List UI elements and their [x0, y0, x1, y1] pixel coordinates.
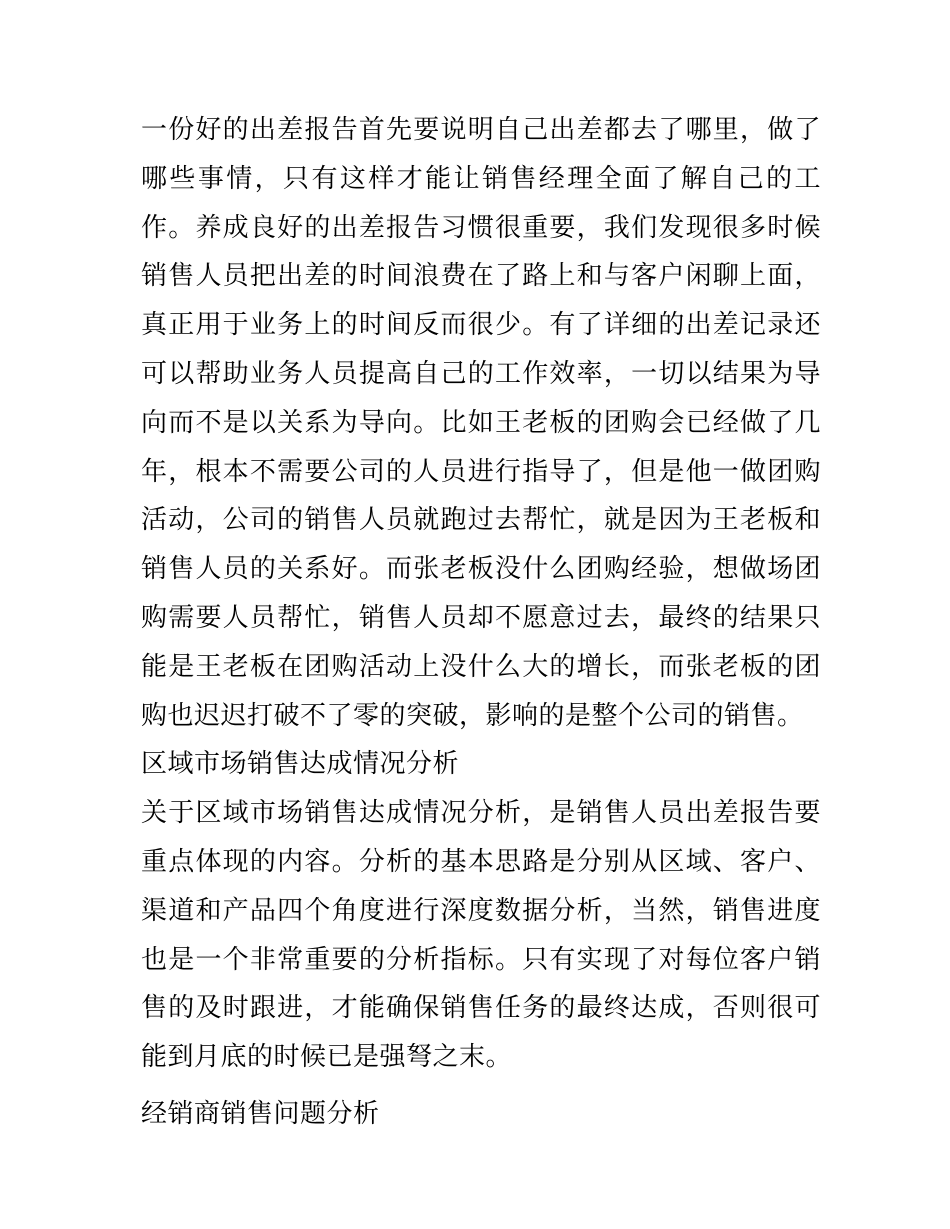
paragraph-regional-sales-analysis: 关于区域市场销售达成情况分析，是销售人员出差报告要重点体现的内容。分析的基本思路是分别从区域、客户、渠道和产品四个角度进行深度数据分析，当然，销售进度也是一个非常重要的分析指标。只有实现了对每位客户销售的及时跟进，才能确保销售任务的最终达成，否则很可能到月底的时候已是强弩之末。 — [141, 798, 821, 1073]
document-body — [141, 106, 821, 1139]
heading-dealer-sales-issues: 经销商销售问题分析 — [141, 1098, 380, 1129]
paragraph-business-trip-report: 一份好的出差报告首先要说明自己出差都去了哪里，做了哪些事情，只有这样才能让销售经理全面了解自己的工作。养成良好的出差报告习惯很重要，我们发现很多时候销售人员把出差的时间浪费在了路上和与客户闲聊上面，真正用于业务上的时间反而很少。有了详细的出差记录还可以帮助业务人员提高自己的工作效率，一切以结果为导向而不是以关系为导向。比如王老板的团购会已经做了几年，根本不需要公司的人员进行指导了，但是他一做团购活动，公司的销售人员就跑过去帮忙，就是因为王老板和销售人员的关系好。而张老板没什么团购经验，想做场团购需要人员帮忙，销售人员却不愿意过去，最终的结果只能是王老板在团购活动上没什么大的增长，而张老板的团购也迟迟打破不了零的突破，影响的是整个公司的销售。 — [141, 115, 821, 731]
heading-regional-sales-analysis: 区域市场销售达成情况分析 — [141, 749, 460, 780]
